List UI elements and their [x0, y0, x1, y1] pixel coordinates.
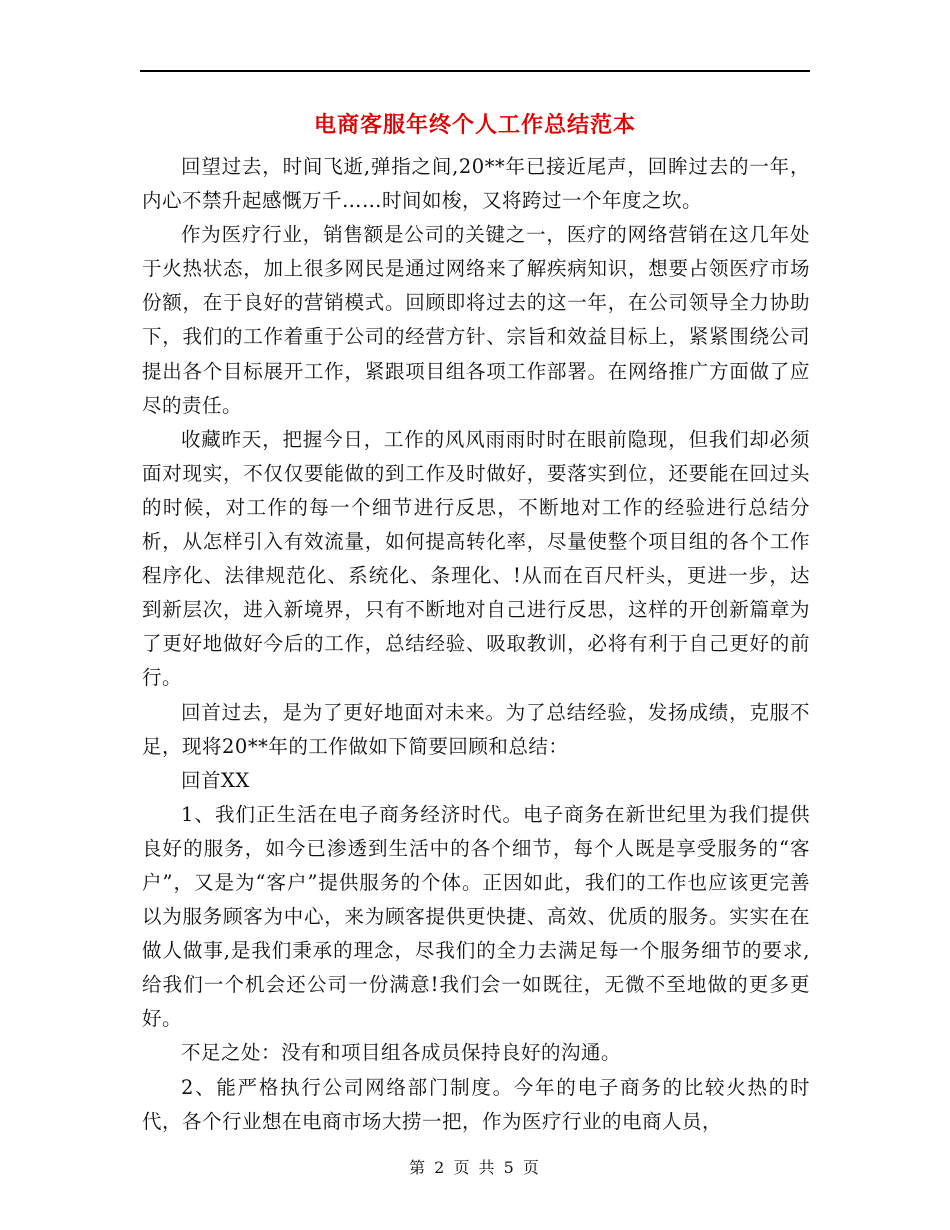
- footer-label-mid: 页 共: [453, 1158, 497, 1177]
- paragraph: 回望过去，时间飞逝,弹指之间,20**年已接近尾声，回眸过去的一年，内心不禁升起感慨万千……时间如梭，又将跨过一个年度之坎。: [142, 155, 810, 213]
- paragraph: 收藏昨天，把握今日，工作的风风雨雨时时在眼前隐现，但我们却必须面对现实，不仅仅要能做的到工作及时做好，要落实到位，还要能在回过头的时候，对工作的每一个细节进行反思，不断地对工作的经验进行总结分析，从怎样引入有效流量，如何提高转化率，尽量使整个项目组的各个工作程序化、法律规范化、系统化、条理化、!从而在百尺杆头，更进一步，达到新层次，进入新境界，只有不断地对自己进行反思，这样的开创新篇章为了更好地做好今后的工作，总结经验、吸取教训，必将有利于自己更好的前行。: [142, 427, 810, 690]
- total-page-count: 5: [503, 1158, 516, 1177]
- footer-label-after: 页: [522, 1158, 541, 1177]
- paragraph: 2、能严格执行公司网络部门制度。今年的电子商务的比较火热的时代，各个行业想在电商市场大捞一把，作为医疗行业的电商人员，: [142, 1075, 810, 1133]
- footer-label-before: 第: [409, 1158, 428, 1177]
- paragraph: 回首过去，是为了更好地面对未来。为了总结经验，发扬成绩，克服不足，现将20**年的工作做如下简要回顾和总结：: [142, 700, 810, 758]
- current-page-number: 2: [434, 1158, 447, 1177]
- paragraph: 不足之处：没有和项目组各成员保持良好的沟通。: [181, 1041, 622, 1065]
- header-rule: [140, 70, 810, 72]
- paragraph: 作为医疗行业，销售额是公司的关键之一，医疗的网络营销在这几年处于火热状态，加上很多网民是通过网络来了解疾病知识，想要占领医疗市场份额，在于良好的营销模式。回顾即将过去的这一年，在公司领导全力协助下，我们的工作着重于公司的经营方针、宗旨和效益目标上，紧紧围绕公司提出各个目标展开工作，紧跟项目组各项工作部署。在网络推广方面做了应尽的责任。: [142, 223, 810, 417]
- document-body: [142, 150, 810, 1139]
- paragraph: 1、我们正生活在电子商务经济时代。电子商务在新世纪里为我们提供良好的服务，如今已渗透到生活中的各个细节，每个人既是享受服务的“客户”，又是为“客户”提供服务的个体。正因如此，我们的工作也应该更完善以为服务顾客为中心，来为顾客提供更快捷、高效、优质的服务。实实在在做人做事,是我们秉承的理念，尽我们的全力去满足每一个服务细节的要求,给我们一个机会还公司一份满意!我们会一如既往，无微不至地做的更多更好。: [142, 802, 810, 1031]
- section-heading: 回首XX: [181, 768, 250, 792]
- page-footer: [0, 1155, 950, 1178]
- document-title: 电商客服年终个人工作总结范本: [313, 113, 636, 138]
